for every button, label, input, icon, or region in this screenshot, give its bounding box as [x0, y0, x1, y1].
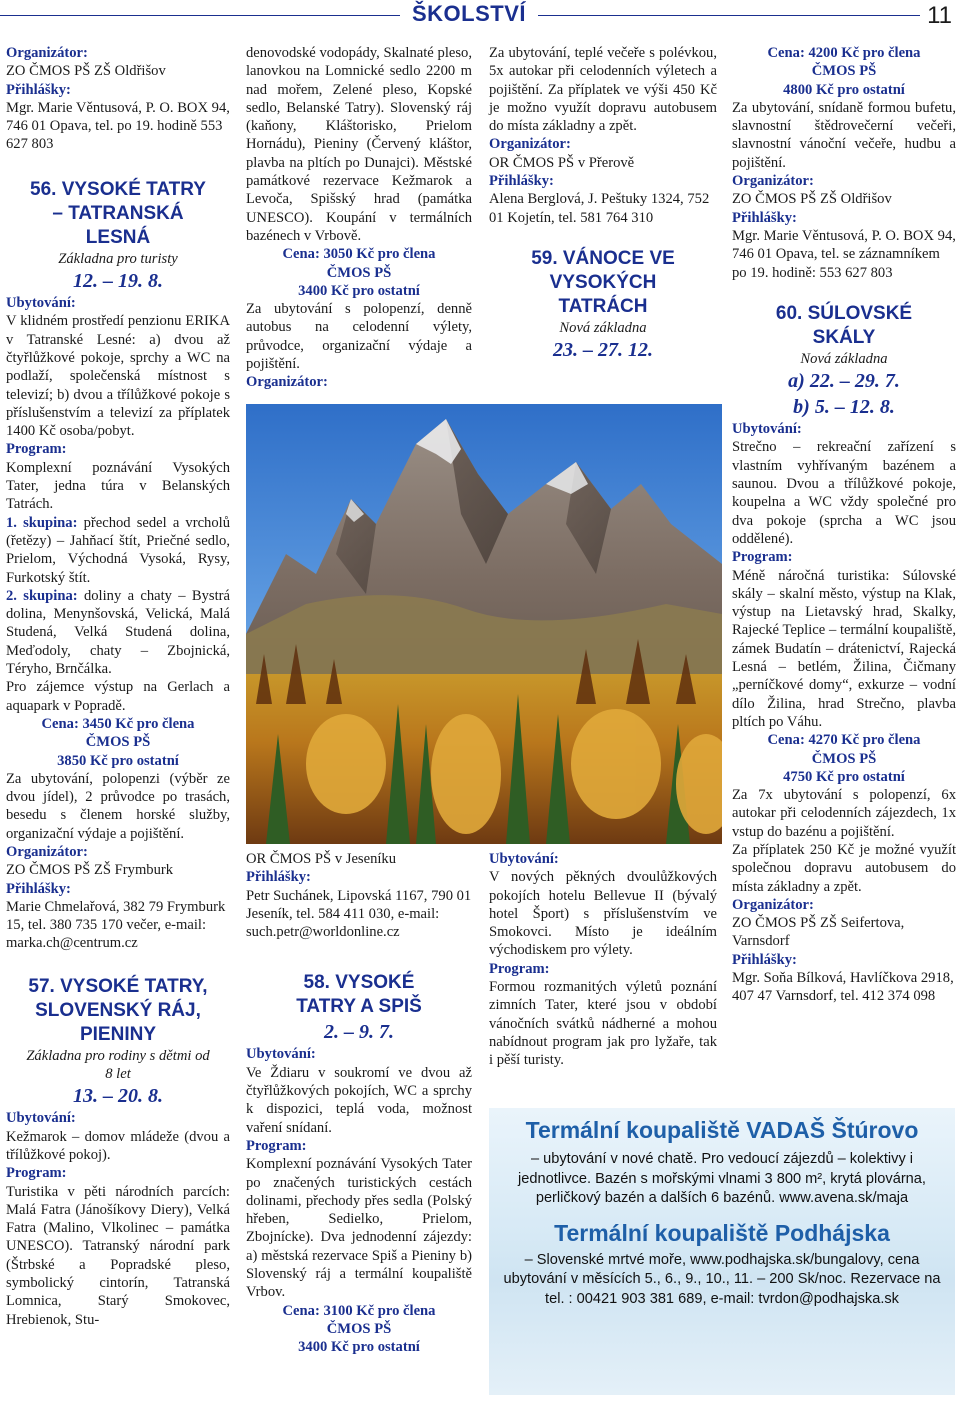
tour-56-date: 12. – 19. 8. [73, 270, 163, 293]
tour-57-date: 13. – 20. 8. [73, 1085, 163, 1108]
tour-60-title: 60. SÚLOVSKÉ SKÁLY [775, 302, 913, 348]
organizer-label: Organizátor: [6, 45, 88, 61]
tour-60-program: Méně náročná turistika: Súlovské skály – skalní město, výstup na Klak, výstup na Lietavský hrad, Skalky, Rajecké Teplice – termální koupaliště, zámek Budatín – drátenictví, Rajecká Lesná – betlém, Žilina, Čičmany „perníčkové domy“, exkurze – vodní dílo Žilina, hrad Strečno, plavba pltích po Váhu. [732, 567, 956, 730]
ad-podhajska-heading: Termální koupaliště Podhájska [554, 1219, 890, 1246]
group-2-text: doliny a chaty – Bystrá dolina, Menynšovská, Velická, Malá Studená, Velká Studená dolina, Meďodoly, chaty – Zbojnická, Téryho, Brnčálka. [6, 587, 231, 678]
tour-58-program: Komplexní poznávání Vysokých Tater po značených turistických cestách dolinami, přechody přes sedla (Polský hřeben, Sedielko, Prielom, Zbojnícke). Dva jednodenní zájezdy: a) městská rezervace Spiš a Pieniny b) Slovenský ráj a termální koupaliště Vrbov. [246, 1156, 472, 1301]
ad-vadas-text: – ubytování v nové chatě. Pro vedoucí zájezdů – kolektivy i jednotlivce. Bazén s mořskými vlnami 3 800 m², krytá plovárna, perličkový bazén a dalších 6 bazénů. www.avena.sk/maja [518, 1151, 926, 1206]
tour-59-title: 59. VÁNOCE VE VYSOKÝCH TATRÁCH [531, 247, 675, 317]
organizer-text: ZO ČMOS PŠ ZŠ Oldřišov [6, 63, 166, 80]
tour-58-price-others: 3400 Kč pro ostatní [298, 1339, 420, 1356]
tour-57-price-includes: Za ubytování s polopenzí, denně autobus na celodenní výlety, průvodce, organizační výdaje a pojištění. [246, 301, 472, 373]
organizer-label: Organizátor: [6, 843, 88, 860]
spa-advertisement [489, 1108, 955, 1395]
tour-58-date: 2. – 9. 7. [324, 1021, 394, 1044]
ad-vadas-heading: Termální koupaliště VADAŠ Štúrovo [525, 1117, 919, 1143]
tour-59-price-others: 4800 Kč pro ostatní [783, 81, 905, 98]
mountain-photo [246, 404, 722, 844]
page-number: 11 [927, 2, 952, 29]
tour-60-date-a: a) 22. – 29. 7. [788, 370, 900, 393]
tour-58-organizer: OR ČMOS PŠ v Přerově [489, 154, 635, 171]
tour-57-price-member: Cena: 3050 Kč pro člena ČMOS PŠ [282, 246, 436, 281]
registration-label: Přihlášky: [732, 209, 797, 226]
organizer-label: Organizátor: [732, 896, 814, 913]
tour-60-extra: Za příplatek 250 Kč je možné využít společnou dopravu autobusem do místa základny a zpět. [732, 841, 956, 895]
tour-57-registration: Petr Suchánek, Lipovská 1167, 790 01 Jeseník, tel. 584 411 030, e-mail: such.petr@worldonline.cz [246, 887, 472, 941]
accommodation-label: Ubytování: [489, 851, 559, 867]
registration-text: Mgr. Marie Věntusová, P. O. BOX 94, 746 01 Opava, tel. po 19. hodině 553 627 803 [6, 99, 230, 153]
tour-59-subtitle: Nová základna [559, 319, 647, 336]
registration-label: Přihlášky: [246, 869, 311, 886]
tour-58-price-member: Cena: 3100 Kč pro člena ČMOS PŠ [282, 1302, 436, 1337]
tour-60-price-others: 4750 Kč pro ostatní [783, 768, 905, 785]
registration-label: Přihlášky: [489, 173, 554, 190]
column-3-bottom [489, 850, 717, 1070]
program-label: Program: [246, 1137, 307, 1154]
column-2-bottom [246, 850, 472, 1357]
tour-58-price-includes: Za ubytování, teplé večeře s polévkou, 5x autokar při celodenních výletech a pojištění. Za příplatek ve výši 450 Kč je možno využít dopravu autobusem do místa základny a zpět. [489, 45, 717, 135]
tour-56-title: 56. VYSOKÉ TATRY – TATRANSKÁ LESNÁ [30, 178, 206, 248]
tour-60-organizer: ZO ČMOS PŠ ZŠ Seifertova, Varnsdorf [732, 915, 905, 950]
tour-60-date-b: b) 5. – 12. 8. [793, 396, 895, 419]
tour-60-subtitle: Nová základna [800, 350, 888, 367]
tour-56-price-includes: Za ubytování, polopenzi (výběr ze dvou jídel), 2 průvodce po trasách, besedu s členem horské služby, organizační výdaje a pojištění. [6, 770, 230, 842]
registration-label: Přihlášky: [6, 880, 71, 897]
tour-56-organizer: ZO ČMOS PŠ ZŠ Frymburk [6, 862, 174, 879]
tour-59-date: 23. – 27. 12. [553, 339, 653, 362]
section-title: ŠKOLSTVÍ [400, 1, 538, 27]
tour-56-price-member: Cena: 3450 Kč pro člena ČMOS PŠ [41, 715, 195, 751]
column-2-top [246, 44, 472, 392]
tour-58-registration: Alena Berglová, J. Peštuky 1324, 752 01 Kojetín, tel. 581 764 310 [489, 191, 710, 226]
column-3-top [489, 44, 717, 363]
tour-56-subtitle: Základna pro turisty [58, 250, 178, 267]
program-label: Program: [6, 1165, 67, 1182]
accommodation-label: Ubytování: [246, 1046, 316, 1063]
registration-label: Přihlášky: [732, 951, 797, 968]
tour-59-program: Formou rozmanitých výletů poznání zimních Tater, které jsou v období vánočních svátků nádherné a mohou nabídnout program jak pro lyžaře, tak i pěší turisty. [489, 979, 717, 1069]
tour-59-registration: Mgr. Marie Věntusová, P. O. BOX 94, 746 01 Opava, tel. se záznamníkem po 19. hodině: 553 627 803 [732, 227, 956, 281]
accommodation-label: Ubytování: [6, 1110, 76, 1127]
tour-57-subtitle: Základna pro rodiny s dětmi od 8 let [26, 1047, 210, 1083]
ad-podhajska-text: – Slovenské mrtvé moře, www.podhajska.sk/bungalovy, cena ubytování v měsících 5., 6., 9., 10., 11. – 200 Sk/noc. Rezervace na tel. : 00421 903 381 689, e-mail: tvrdon@podhajska.sk [503, 1251, 941, 1307]
tour-59-price-includes: Za ubytování, snídaně formou bufetu, slavnostní štědrovečerní večeři, slavnostní vánoční večeře, hudbu a pojištění. [732, 99, 956, 171]
organizer-label: Organizátor: [489, 136, 571, 153]
tour-57-program: Turistika v pěti národních parcích: Malá Fatra (Jánošíkovy Diery), Velká Fatra (Malino, Vlkolinec – památka UNESCO). Tatranský národní park (Štrbské a Popradské pleso, symbolický cintorín, Tatranská Lomnica, Starý Smokovec, Hrebienok, Stu- [6, 1183, 230, 1328]
accommodation-label: Ubytování: [732, 421, 802, 438]
tour-60-price-member: Cena: 4270 Kč pro člena ČMOS PŠ [767, 732, 921, 767]
accommodation-label: Ubytování: [6, 295, 76, 312]
program-label: Program: [489, 960, 550, 977]
tour-57-accommodation: Kežmarok – domov mládeže (dvou a třílůžkové pokoj). [6, 1128, 230, 1163]
tour-57-program-continued: denovodské vodopády, Skalnaté pleso, lanovkou na Lomnické sedlo 2200 m nad mořem, Zelené pleso, Kopské sedlo, Belanské Tatry). Slovenský ráj (kaňony, Kláštorisko, Prielom Hornádu), Pieniny (Červený kláštor, plavba na pltích po Dunajci). Městské památkové rezervace Kežmarok a Levoča, Spišský hrad (památka UNESCO). Koupání v termálních bazénech v Vrbově. [246, 45, 472, 244]
tour-56-price-others: 3850 Kč pro ostatní [57, 752, 179, 769]
tour-56-program: Komplexní poznávání Vysokých Tater, jedna túra v Belanských Tatrách. [6, 459, 230, 513]
tour-57-organizer: OR ČMOS PŠ v Jeseníku [246, 851, 397, 867]
registration-label: Přihlášky: [6, 81, 71, 98]
tour-60-registration: Mgr. Soňa Bílková, Havlíčkova 2918, 407 47 Varnsdorf, tel. 412 374 098 [732, 970, 954, 1005]
program-label: Program: [6, 441, 67, 458]
group-1-label: 1. skupina: [6, 514, 78, 531]
group-1-text: přechod sedel a vrcholů (řetězy) – Jahňací štít, Priečné sedlo, Prielom, Východná Vysoká, Rysy, Furkotský štít. [6, 514, 231, 586]
tour-58-accommodation: Ve Ždiaru v soukromí ve dvou až čtyřlůžkových pokojích, WC a sprchy k dispozici, teplá voda, možnost vaření snídaní. [246, 1064, 472, 1136]
group-2-label: 2. skupina: [6, 587, 78, 604]
tour-59-organizer: ZO ČMOS PŠ ZŠ Oldřišov [732, 191, 892, 208]
tour-58-title: 58. VYSOKÉ TATRY A SPIŠ [296, 972, 422, 1018]
column-1 [6, 44, 230, 1329]
organizer-label: Organizátor: [732, 173, 814, 190]
tour-56-accommodation: V klidném prostředí penzionu ERIKA v Tatranské Lesné: a) dvou až čtyřlůžkové pokoje, sprchy a WC na podlaží, společenská místnost s televizí; b) dvou a třílůžkové pokoje s příslušenstvím a televizí za příplatek 1400 Kč osoba/pobyt. [6, 313, 230, 440]
organizer-label: Organizátor: [246, 374, 328, 391]
program-label: Program: [732, 549, 793, 566]
tour-56-extra: Pro zájemce výstup na Gerlach a aquapark v Popradě. [6, 679, 230, 714]
column-4 [732, 44, 956, 1006]
tour-60-price-includes: Za 7x ubytování s polopenzí, 6x autokar při celodenních zájezdech, 1x vstup do bazénu a pojištění. [732, 787, 956, 840]
tour-59-price-member: Cena: 4200 Kč pro člena ČMOS PŠ [767, 45, 921, 80]
tour-56-registration: Marie Chmelařová, 382 79 Frymburk 15, tel. 380 735 170 večer, e-mail: marka.ch@centrum.cz [6, 898, 226, 952]
tour-60-accommodation: Strečno – rekreační zařízení s vlastním vyhřívaným bazénem a saunou. Dvou a třílůžkové pokoje, koupelna a WC vždy společné pro dva pokoje (sprcha a WC jsou oddělené). [732, 439, 956, 547]
tour-57-title: 57. VYSOKÉ TATRY, SLOVENSKÝ RÁJ, PIENINY [28, 975, 208, 1045]
tour-57-price-others: 3400 Kč pro ostatní [298, 282, 420, 299]
tour-59-accommodation: V nových pěkných dvoulůžkových pokojích hotelu Bellevue II (bývalý hotel Šport) s příslušenstvím ve Smokovci. Místo je ideálním východiskem pro výlety. [489, 869, 717, 959]
page-header [0, 0, 960, 32]
